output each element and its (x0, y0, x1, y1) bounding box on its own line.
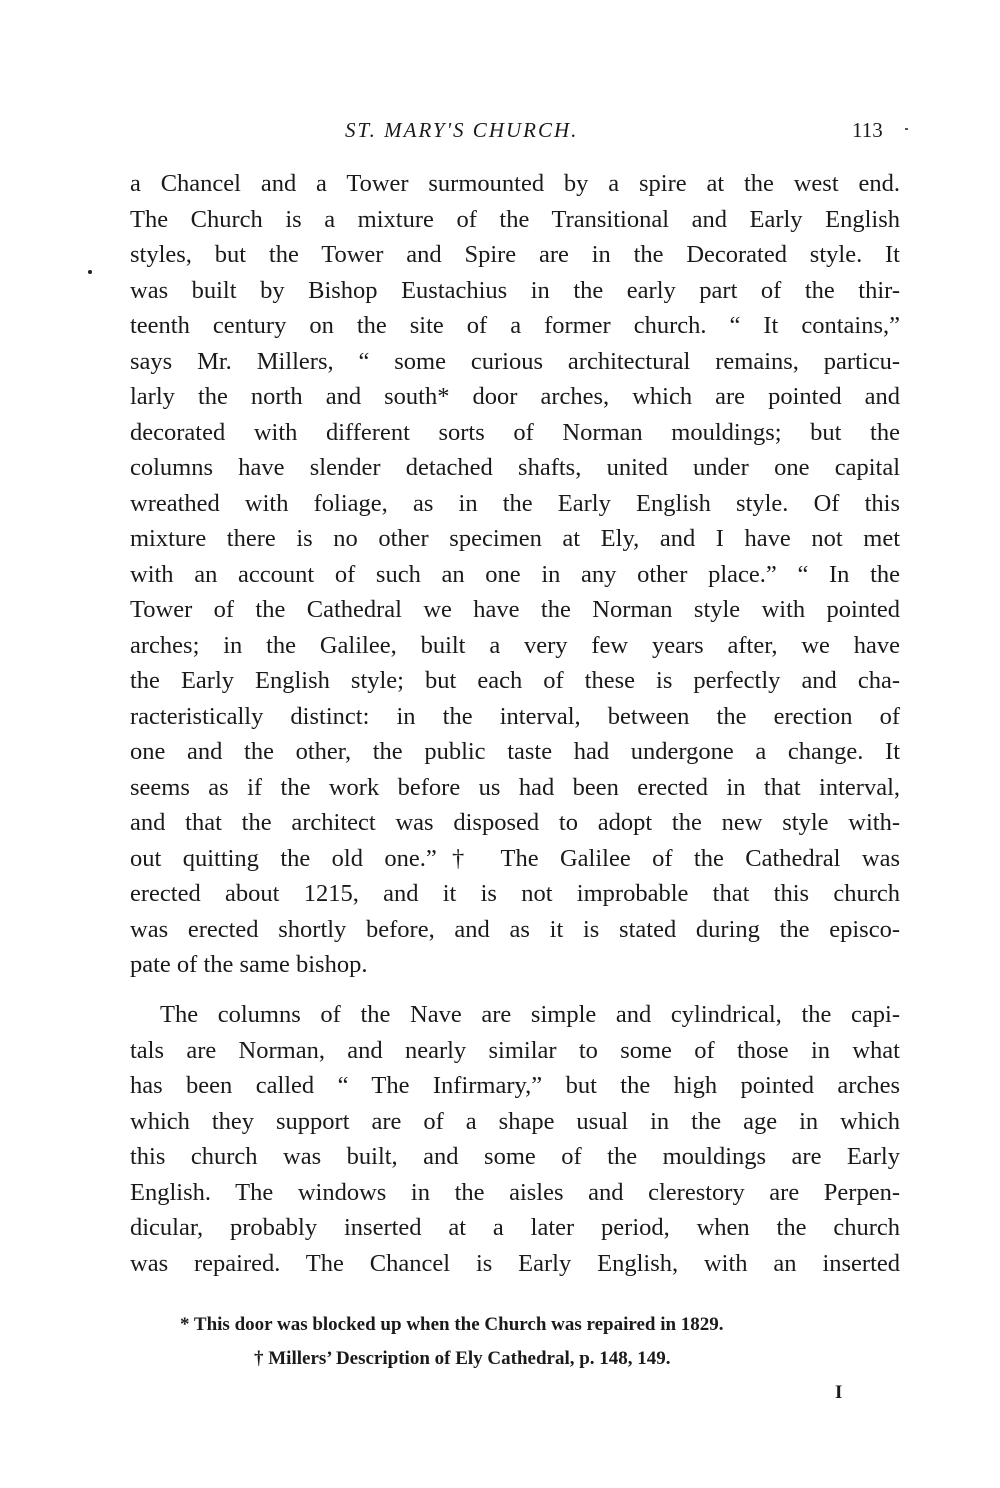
paragraph-2 (130, 997, 900, 1281)
footnote-millers: † Millers’ Description of Ely Cathedral, p. 148, 149. (254, 1348, 671, 1369)
text-line: teenth century on the site of a former church. “ It contains,” (130, 312, 900, 339)
text-line: tals are Norman, and nearly similar to some of those in what (130, 1036, 900, 1064)
footnote-door: * This door was blocked up when the Church was repaired in 1829. (180, 1314, 724, 1335)
text-line: erected about 1215, and it is not improbable that this church (130, 880, 900, 907)
text-line: mixture there is no other specimen at Ely, and I have not met (130, 525, 900, 552)
text-line: a Chancel and a Tower surmounted by a spire at the west end. (130, 170, 900, 197)
text-line: larly the north and south* door arches, which are pointed and (130, 383, 900, 410)
paragraph-1 (130, 166, 900, 983)
text-line: Tower of the Cathedral we have the Norman style with pointed (130, 596, 900, 623)
text-line: this church was built, and some of the mouldings are Early (130, 1143, 900, 1170)
text-line: columns have slender detached shafts, united under one capital (130, 454, 900, 481)
text-line: which they support are of a shape usual in the age in which (130, 1107, 900, 1135)
text-line: was built by Bishop Eustachius in the early part of the thir- (130, 276, 900, 304)
text-line: The Church is a mixture of the Transitional and Early English (130, 205, 900, 233)
running-head (0, 118, 1000, 148)
text-line: dicular, probably inserted at a later period, when the church (130, 1214, 900, 1241)
text-line: pate of the same bishop. (130, 951, 368, 978)
text-line: says Mr. Millers, “ some curious architectural remains, particu- (130, 347, 900, 375)
text-line: English. The windows in the aisles and clerestory are Perpen- (130, 1178, 900, 1206)
text-line: wreathed with foliage, as in the Early English style. Of this (130, 489, 900, 517)
text-line: was repaired. The Chancel is Early English, with an inserted (130, 1249, 900, 1277)
signature-mark: I (835, 1382, 843, 1403)
text-line: arches; in the Galilee, built a very few years after, we have (130, 631, 900, 659)
text-line: The columns of the Nave are simple and cylindrical, the capi- (160, 1001, 900, 1028)
text-line: one and the other, the public taste had undergone a change. It (130, 738, 900, 765)
text-line: was erected shortly before, and as it is stated during the episco- (130, 915, 900, 943)
text-line: has been called “ The Infirmary,” but the high pointed arches (130, 1072, 900, 1099)
text-line: the Early English style; but each of these is perfectly and cha- (130, 667, 900, 694)
text-line: and that the architect was disposed to adopt the new style with- (130, 809, 900, 836)
text-line: out quitting the old one.”† The Galilee of the Cathedral was (130, 844, 900, 872)
running-title: ST. MARY'S CHURCH. (345, 118, 579, 142)
text-line: with an account of such an one in any other place.” “ In the (130, 560, 900, 588)
stray-dot (88, 270, 92, 274)
text-line: seems as if the work before us had been erected in that interval, (130, 773, 900, 801)
text-line: styles, but the Tower and Spire are in the Decorated style. It (130, 241, 900, 268)
text-line: racteristically distinct: in the interval, between the erection of (130, 702, 900, 730)
page-number: 113 (852, 118, 883, 142)
page-mark (905, 128, 908, 130)
text-line: decorated with different sorts of Norman mouldings; but the (130, 418, 900, 446)
